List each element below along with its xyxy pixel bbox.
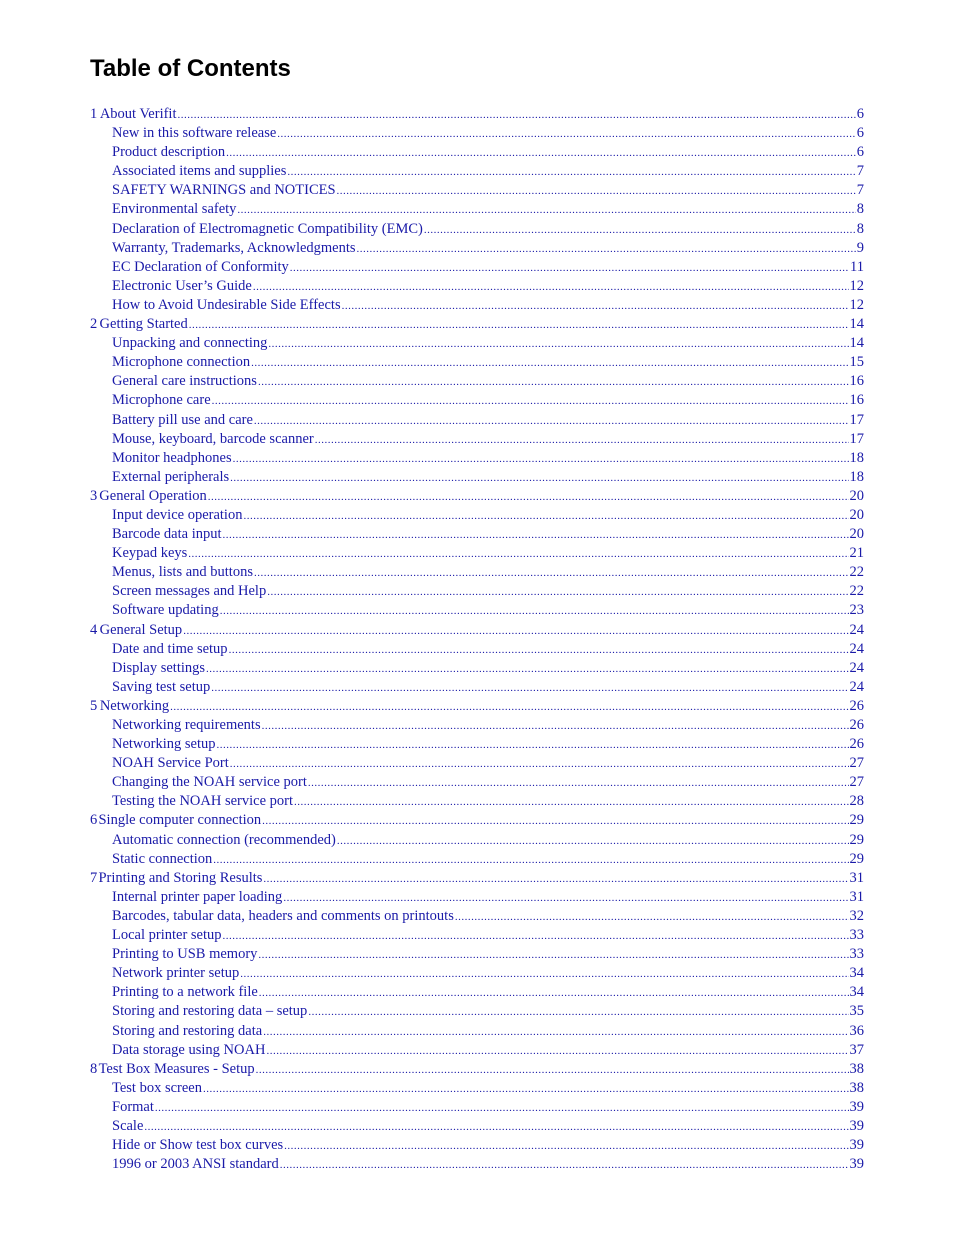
toc-entry-label: Local printer setup — [112, 927, 222, 944]
toc-page-number: 9 — [856, 239, 864, 256]
toc-page-number: 26 — [849, 697, 864, 714]
toc-page-number: 16 — [849, 373, 864, 390]
toc-entry-label: Storing and restoring data — [112, 1022, 263, 1039]
dot-leader — [203, 1080, 849, 1099]
toc-entry-link[interactable] — [90, 315, 864, 334]
toc-entry-link[interactable] — [90, 735, 864, 754]
toc-section-entry — [90, 430, 864, 449]
toc-entry-label: Screen messages and Help — [112, 583, 267, 600]
dot-leader — [229, 641, 849, 660]
toc-page-number: 39 — [849, 1117, 864, 1134]
toc-section-entry — [90, 983, 864, 1002]
toc-section-entry — [90, 372, 864, 391]
toc-entry-link[interactable] — [90, 1060, 864, 1079]
toc-entry-label: Unpacking and connecting — [112, 335, 268, 352]
page-title: Table of Contents — [90, 55, 291, 82]
toc-section-entry — [90, 1117, 864, 1136]
toc-entry-label: Barcode data input — [112, 526, 222, 543]
toc-entry-label: Printing to a network file — [112, 984, 258, 1001]
toc-entry-link[interactable] — [90, 945, 864, 964]
toc-chapter-number: 6 — [90, 812, 98, 829]
toc-entry-link[interactable] — [90, 124, 864, 143]
toc-page-number: 6 — [856, 144, 864, 161]
toc-entry-link[interactable] — [90, 334, 864, 353]
toc-page-number: 24 — [849, 640, 864, 657]
toc-entry-link[interactable] — [90, 1079, 864, 1098]
toc-entry-link[interactable] — [90, 525, 864, 544]
toc-entry-label: Keypad keys — [112, 545, 188, 562]
toc-entry-link[interactable] — [90, 792, 864, 811]
toc-section-entry — [90, 582, 864, 601]
toc-page-number: 31 — [849, 869, 864, 886]
toc-page-number: 11 — [850, 258, 864, 275]
toc-section-entry — [90, 1079, 864, 1098]
toc-entry-label: General care instructions — [112, 373, 257, 390]
toc-section-entry — [90, 945, 864, 964]
toc-section-entry — [90, 544, 864, 563]
toc-entry-label: Environmental safety — [112, 201, 237, 218]
dot-leader — [256, 1061, 849, 1080]
toc-entry-label: Networking requirements — [112, 717, 261, 733]
toc-section-entry — [90, 1041, 864, 1060]
toc-page-number: 17 — [849, 411, 864, 428]
toc-page-number: 23 — [849, 602, 864, 619]
toc-entry-label: Battery pill use and care — [112, 411, 253, 428]
toc-entry-label: Network printer setup — [112, 965, 240, 982]
toc-entry-link[interactable] — [90, 468, 864, 487]
toc-page-number: 7 — [856, 182, 864, 199]
toc-entry-link[interactable] — [90, 754, 864, 773]
toc-entry-link[interactable] — [90, 430, 864, 449]
toc-entry-link[interactable] — [90, 811, 864, 830]
toc-page-number: 22 — [849, 564, 864, 581]
dot-leader — [254, 564, 849, 583]
toc-entry-label: Microphone connection — [112, 354, 251, 371]
toc-chapter-number: 3 — [90, 487, 98, 504]
toc-section-entry — [90, 773, 864, 792]
toc-entry-link[interactable] — [90, 1041, 864, 1060]
toc-chapter-entry — [90, 869, 864, 888]
toc-entry-label: Saving test setup — [112, 678, 211, 695]
toc-page-number: 18 — [849, 468, 864, 485]
toc-entry-link[interactable] — [90, 506, 864, 525]
toc-entry-label: Date and time setup — [112, 640, 228, 657]
toc-page-number: 39 — [849, 1098, 864, 1115]
toc-section-entry — [90, 716, 864, 735]
toc-section-entry — [90, 353, 864, 372]
dot-leader — [243, 507, 848, 526]
toc-entry-link[interactable] — [90, 162, 864, 181]
toc-section-entry — [90, 831, 864, 850]
toc-entry-label: Data storage using NOAH — [112, 1041, 266, 1058]
toc-entry-label: Input device operation — [112, 506, 243, 523]
toc-entry-label: General Setup — [99, 621, 183, 638]
toc-section-entry — [90, 143, 864, 162]
dot-leader — [315, 431, 849, 450]
toc-entry-link[interactable] — [90, 1022, 864, 1041]
toc-page-number: 14 — [849, 335, 864, 352]
dot-leader — [223, 927, 849, 946]
toc-page-number: 31 — [849, 888, 864, 905]
toc-entry-label: Test box screen — [112, 1079, 202, 1096]
toc-entry-label: Associated items and supplies — [112, 163, 287, 180]
toc-chapter-number: 2 — [90, 316, 98, 333]
toc-page-number: 36 — [849, 1022, 864, 1039]
toc-page-number: 38 — [849, 1060, 864, 1077]
toc-section-entry — [90, 659, 864, 678]
toc-section-entry — [90, 1136, 864, 1155]
toc-entry-link[interactable] — [90, 487, 864, 506]
dot-leader — [223, 526, 849, 545]
toc-section-entry — [90, 239, 864, 258]
toc-page-number: 20 — [849, 506, 864, 523]
dot-leader — [266, 1042, 848, 1061]
toc-section-entry — [90, 506, 864, 525]
toc-section-entry — [90, 735, 864, 754]
toc-entry-link[interactable] — [90, 143, 864, 162]
toc-page-number: 7 — [856, 163, 864, 180]
toc-entry-link[interactable] — [90, 678, 864, 697]
toc-entry-label: Testing the NOAH service port — [112, 793, 293, 810]
toc-section-entry — [90, 926, 864, 945]
toc-chapter-entry — [90, 621, 864, 640]
toc-entry-link[interactable] — [90, 1136, 864, 1155]
toc-chapter-number: 5 — [90, 697, 98, 714]
toc-section-entry — [90, 678, 864, 697]
dot-leader — [217, 736, 849, 755]
dot-leader — [262, 812, 848, 831]
toc-entry-label: Scale — [112, 1117, 144, 1134]
toc-entry-link[interactable] — [90, 105, 864, 124]
dot-leader — [277, 125, 855, 144]
toc-page-number: 18 — [849, 449, 864, 466]
toc-entry-label: Storing and restoring data – setup — [112, 1003, 308, 1020]
toc-page-number: 20 — [849, 487, 864, 504]
dot-leader — [267, 583, 848, 602]
toc-page-number: 33 — [849, 927, 864, 944]
toc-chapter-entry — [90, 487, 864, 506]
toc-page-number: 17 — [849, 430, 864, 447]
toc-entry-label: Declaration of Electromagnetic Compatibility (EMC) — [112, 220, 423, 237]
toc-entry-label: How to Avoid Undesirable Side Effects — [112, 296, 341, 313]
dot-leader — [284, 1137, 848, 1156]
toc-page-number: 39 — [849, 1156, 864, 1173]
toc-entry-label: Warranty, Trademarks, Acknowledgments — [112, 239, 356, 256]
toc-page-number: 27 — [849, 774, 864, 791]
toc-entry-label: Networking — [99, 697, 170, 714]
toc-section-entry — [90, 1098, 864, 1117]
dot-leader — [308, 774, 849, 793]
toc-entry-label: SAFETY WARNINGS and NOTICES — [112, 182, 336, 199]
dot-leader — [211, 679, 848, 698]
toc-section-entry — [90, 754, 864, 773]
dot-leader — [230, 755, 849, 774]
toc-section-entry — [90, 220, 864, 239]
toc-entry-label: Changing the NOAH service port — [112, 774, 307, 791]
toc-entry-label: Networking setup — [112, 736, 216, 753]
dot-leader — [254, 412, 849, 431]
dot-leader — [188, 545, 848, 564]
toc-entry-link[interactable] — [90, 1155, 864, 1174]
dot-leader — [280, 1156, 849, 1175]
toc-page-number: 20 — [849, 526, 864, 543]
toc-section-entry — [90, 1002, 864, 1021]
toc-entry-link[interactable] — [90, 391, 864, 410]
toc-entry-label: Barcodes, tabular data, headers and comments on printouts — [112, 907, 454, 924]
toc-page-number: 26 — [849, 736, 864, 753]
dot-leader — [253, 278, 849, 297]
toc-entry-label: Internal printer paper loading — [112, 888, 283, 905]
dot-leader — [155, 1099, 849, 1118]
toc-page-number: 12 — [849, 277, 864, 294]
toc-page-number: 37 — [849, 1041, 864, 1058]
toc-section-entry — [90, 277, 864, 296]
toc-entry-label: Monitor headphones — [112, 449, 232, 466]
toc-entry-link[interactable] — [90, 831, 864, 850]
toc-page-number: 14 — [849, 316, 864, 333]
toc-section-entry — [90, 525, 864, 544]
toc-entry-link[interactable] — [90, 353, 864, 372]
toc-entry-link[interactable] — [90, 258, 864, 277]
toc-page-number: 38 — [849, 1079, 864, 1096]
dot-leader — [258, 946, 848, 965]
toc-entry-link[interactable] — [90, 296, 864, 315]
toc-entry-link[interactable] — [90, 983, 864, 1002]
dot-leader — [259, 984, 849, 1003]
toc-page-number: 35 — [849, 1003, 864, 1020]
toc-entry-label: Printing to USB memory — [112, 946, 258, 963]
toc-page-number: 39 — [849, 1137, 864, 1154]
dot-leader — [357, 240, 856, 259]
dot-leader — [240, 965, 848, 984]
toc-entry-label: Test Box Measures - Setup — [98, 1060, 255, 1077]
toc-entry-link[interactable] — [90, 544, 864, 563]
toc-page-number: 34 — [849, 965, 864, 982]
toc-section-entry — [90, 468, 864, 487]
dot-leader — [268, 335, 848, 354]
dot-leader — [233, 450, 849, 469]
toc-section-entry — [90, 792, 864, 811]
toc-section-entry — [90, 411, 864, 430]
toc-entry-link[interactable] — [90, 640, 864, 659]
toc-section-entry — [90, 601, 864, 620]
toc-entry-label: NOAH Service Port — [112, 755, 229, 772]
toc-entry-label: 1996 or 2003 ANSI standard — [112, 1156, 279, 1173]
toc-entry-link[interactable] — [90, 582, 864, 601]
toc-entry-link[interactable] — [90, 277, 864, 296]
toc-entry-link[interactable] — [90, 964, 864, 983]
toc-entry-label: General Operation — [99, 487, 207, 504]
toc-entry-link[interactable] — [90, 888, 864, 907]
toc-entry-link[interactable] — [90, 850, 864, 869]
toc-entry-label: Single computer connection — [98, 812, 262, 829]
toc-page-number: 12 — [849, 296, 864, 313]
toc-entry-link[interactable] — [90, 621, 864, 640]
toc-chapter-number: 7 — [90, 869, 98, 886]
dot-leader — [308, 1003, 848, 1022]
dot-leader — [258, 373, 849, 392]
toc-page-number: 26 — [849, 717, 864, 733]
toc-page-number: 22 — [849, 583, 864, 600]
toc-page-number: 32 — [849, 907, 864, 924]
toc-chapter-entry — [90, 811, 864, 830]
toc-entry-link[interactable] — [90, 411, 864, 430]
toc-entry-link[interactable] — [90, 1002, 864, 1021]
toc-section-entry — [90, 258, 864, 277]
toc-page-number: 33 — [849, 946, 864, 963]
toc-chapter-entry — [90, 697, 864, 716]
toc-entry-label: New in this software release — [112, 125, 277, 142]
dot-leader — [294, 793, 849, 812]
toc-section-entry — [90, 162, 864, 181]
dot-leader — [230, 469, 848, 488]
toc-chapter-entry — [90, 315, 864, 334]
toc-entry-link[interactable] — [90, 563, 864, 582]
toc-page-number: 8 — [856, 220, 864, 237]
toc-entry-label: Product description — [112, 144, 226, 161]
toc-page-number: 6 — [856, 125, 864, 142]
toc-entry-link[interactable] — [90, 181, 864, 200]
dot-leader — [251, 354, 848, 373]
toc-chapter-entry — [90, 105, 864, 124]
dot-leader — [206, 660, 848, 679]
dot-leader — [237, 201, 855, 220]
toc-entry-label: Format — [112, 1098, 154, 1115]
toc-chapter-number: 1 — [90, 106, 98, 122]
toc-entry-link[interactable] — [90, 220, 864, 239]
toc-entry-link[interactable] — [90, 697, 864, 716]
toc-page-number: 27 — [849, 755, 864, 772]
toc-page-number: 34 — [849, 984, 864, 1001]
toc-section-entry — [90, 200, 864, 219]
toc-entry-label: Static connection — [112, 850, 213, 867]
toc-entry-link[interactable] — [90, 449, 864, 468]
toc-section-entry — [90, 296, 864, 315]
dot-leader — [424, 221, 856, 240]
toc-page-number: 24 — [849, 659, 864, 676]
toc-entry-label: About Verifit — [99, 106, 177, 122]
toc-entry-link[interactable] — [90, 200, 864, 219]
toc-entry-label: Menus, lists and buttons — [112, 564, 253, 581]
dot-leader — [177, 106, 855, 125]
toc-page-number: 16 — [849, 392, 864, 409]
dot-leader — [287, 163, 855, 182]
dot-leader — [455, 908, 849, 927]
dot-leader — [183, 622, 848, 641]
toc-section-entry — [90, 563, 864, 582]
toc-entry-link[interactable] — [90, 1117, 864, 1136]
toc-section-entry — [90, 181, 864, 200]
toc-entry-link[interactable] — [90, 716, 864, 735]
toc-section-entry — [90, 449, 864, 468]
toc-section-entry — [90, 391, 864, 410]
toc-section-entry — [90, 850, 864, 869]
dot-leader — [144, 1118, 848, 1137]
dot-leader — [189, 316, 849, 335]
toc-entry-link[interactable] — [90, 1098, 864, 1117]
toc-entry-link[interactable] — [90, 773, 864, 792]
toc-page-number: 6 — [856, 106, 864, 122]
toc-page-number: 8 — [856, 201, 864, 218]
toc-chapter-entry — [90, 1060, 864, 1079]
toc-entry-link[interactable] — [90, 239, 864, 258]
toc-entry-label: Printing and Storing Results — [98, 869, 263, 886]
toc-section-entry — [90, 964, 864, 983]
toc-entry-label: External peripherals — [112, 468, 230, 485]
dot-leader — [263, 1023, 848, 1042]
toc-section-entry — [90, 334, 864, 353]
toc-entry-link[interactable] — [90, 907, 864, 926]
toc-section-entry — [90, 640, 864, 659]
toc-entry-label: Hide or Show test box curves — [112, 1137, 284, 1154]
dot-leader — [262, 717, 849, 736]
toc-page-number: 24 — [849, 621, 864, 638]
dot-leader — [213, 851, 848, 870]
toc-entry-label: Microphone care — [112, 392, 211, 409]
toc-entry-link[interactable] — [90, 601, 864, 620]
dot-leader — [208, 488, 849, 507]
toc-entry-link[interactable] — [90, 869, 864, 888]
toc-chapter-number: 4 — [90, 621, 98, 638]
dot-leader — [342, 297, 849, 316]
toc-chapter-number: 8 — [90, 1060, 98, 1077]
toc-entry-label: Display settings — [112, 659, 206, 676]
toc-page-number: 28 — [849, 793, 864, 810]
toc-page-number: 29 — [849, 812, 864, 829]
toc-page-number: 24 — [849, 678, 864, 695]
toc-page-number: 29 — [849, 850, 864, 867]
toc-entry-label: Automatic connection (recommended) — [112, 831, 336, 848]
toc-section-entry — [90, 888, 864, 907]
toc-page-number: 15 — [849, 354, 864, 371]
toc-entry-link[interactable] — [90, 372, 864, 391]
toc-page-number: 21 — [849, 545, 864, 562]
dot-leader — [283, 889, 848, 908]
toc-entry-label: Software updating — [112, 602, 219, 619]
toc-entry-link[interactable] — [90, 926, 864, 945]
toc-section-entry — [90, 124, 864, 143]
toc-entry-label: Mouse, keyboard, barcode scanner — [112, 430, 314, 447]
dot-leader — [170, 698, 848, 717]
toc-page-number: 29 — [849, 831, 864, 848]
dot-leader — [337, 182, 856, 201]
dot-leader — [220, 602, 849, 621]
dot-leader — [212, 392, 849, 411]
dot-leader — [290, 259, 849, 278]
dot-leader — [337, 832, 849, 851]
toc-entry-link[interactable] — [90, 659, 864, 678]
toc-section-entry — [90, 1022, 864, 1041]
toc-entry-label: EC Declaration of Conformity — [112, 258, 289, 275]
dot-leader — [226, 144, 856, 163]
toc-section-entry — [90, 907, 864, 926]
table-of-contents — [90, 105, 864, 1174]
toc-entry-label: Electronic User’s Guide — [112, 277, 252, 294]
dot-leader — [263, 870, 848, 889]
toc-section-entry — [90, 1155, 864, 1174]
toc-entry-label: Getting Started — [99, 316, 188, 333]
